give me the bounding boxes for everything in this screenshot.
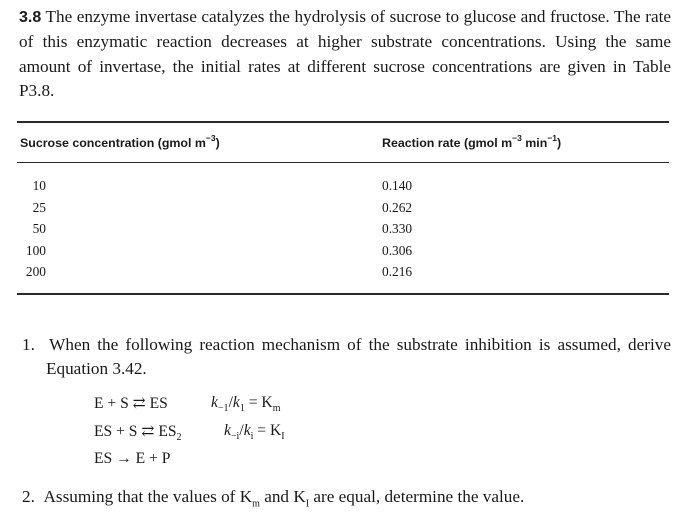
symbol-km: $K_m$ (239, 487, 260, 510)
table-cell-concentration: 25 (32, 199, 46, 215)
mechanism-equation-2 (94, 422, 374, 444)
header-sucrose-concentration: Sucrose concentration (gmol $m^{-3}$) (20, 133, 220, 151)
table-cell-concentration: 100 (25, 242, 46, 258)
question-1 (22, 333, 671, 382)
problem-statement (19, 5, 671, 103)
table-cell-concentration: 200 (25, 264, 46, 280)
table-cell-rate: 0.330 (382, 221, 413, 237)
question-2-number: 2. (22, 487, 35, 506)
table-cell-rate: 0.140 (382, 178, 413, 193)
table-cell-concentration: 10 (32, 178, 46, 193)
table-cell-concentration: 50 (32, 221, 46, 237)
table-cell-rate: 0.262 (382, 199, 413, 215)
problem-number: 3.8 (19, 9, 42, 26)
header-reaction-rate: Reaction rate (gmol $m^{-3}$ $\min^{-1}$) (382, 133, 562, 151)
table-header-rule (17, 162, 669, 163)
symbol-ki: $K_I$ (293, 487, 310, 510)
equilibrium-constant-2: $k_{-i}/k_i = K_I$ (224, 422, 285, 443)
column-reaction-rate (382, 175, 412, 283)
reaction-2: ES + S ⇄ $ES_2$ (94, 423, 182, 444)
question-1-text: When the following reaction mechanism of the substrate inhibition is assumed, derive Equation 3.42. (46, 335, 672, 379)
table-cell-rate: 0.216 (382, 264, 413, 280)
mechanism-equation-1 (94, 394, 374, 416)
question-2: 2. Assuming that the values of $K_m$ and $K_I$ are equal, determine the value. (22, 487, 525, 510)
reaction-1: E + S ⇄ ES (94, 395, 168, 412)
column-concentration (18, 175, 46, 283)
table-cell-rate: 0.306 (382, 242, 413, 258)
table-top-rule (17, 121, 669, 123)
reaction-3: ES → E + P (94, 450, 171, 467)
equilibrium-constant-1: $k_{-1}/k_1 = K_m$ (211, 394, 281, 415)
problem-text: The enzyme invertase catalyzes the hydrolysis of sucrose to glucose and fructose. The rate of this enzymatic reaction decreases at higher substrate concentrations. Using the same amount of invertase, the initial rates at different sucrose concentrations are given in Table P3.8. (19, 7, 671, 100)
table-bottom-rule (17, 293, 669, 295)
mechanism-equation-3 (94, 450, 374, 472)
question-1-number: 1. (22, 335, 35, 354)
